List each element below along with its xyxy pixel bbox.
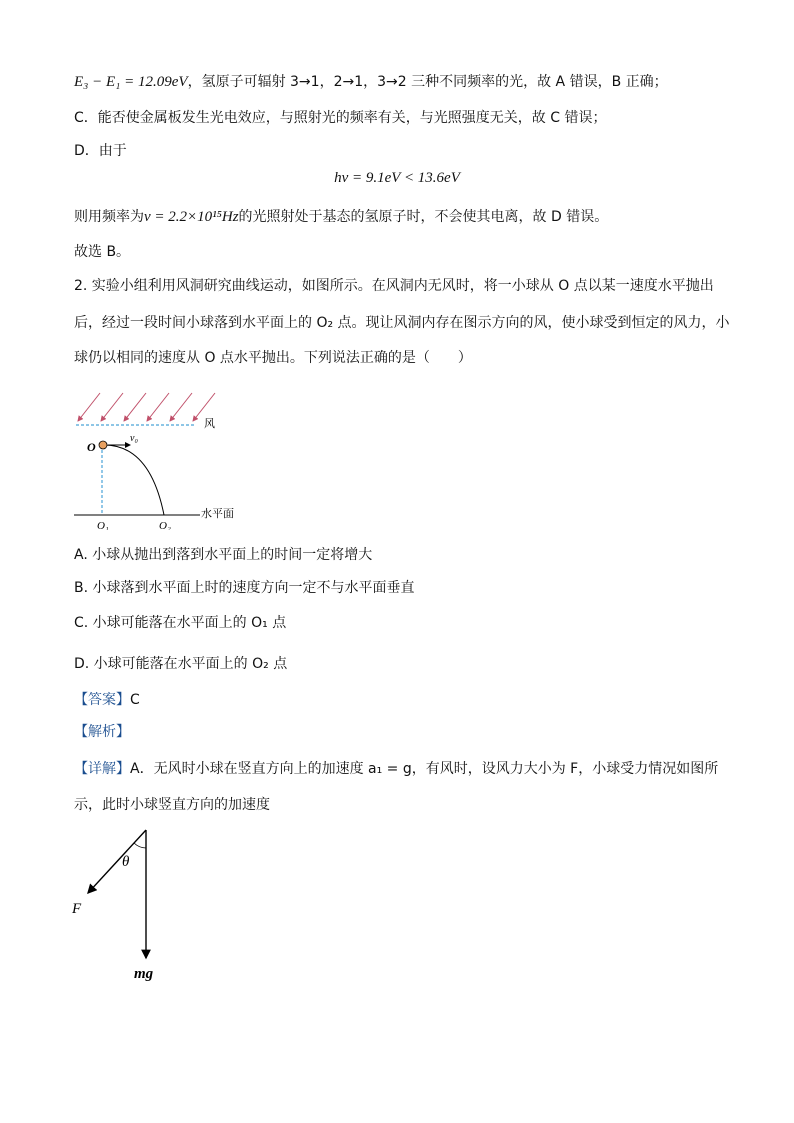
point-o-label: O [87,440,96,454]
prev-line-4-post: 的光照射处于基态的氢原子时，不会使其电离，故 D 错误。 [238,209,609,225]
prev-line-5: 故选 B。 [74,244,131,260]
prev-line-1-text: ，氢原子可辐射 3→1，2→1，3→2 三种不同频率的光，故 A 错误，B 正确； [187,74,668,90]
option-c: C. 小球可能落在水平面上的 O₁ 点 [74,615,287,631]
prev-line-2: C．能否使金属板发生光电效应，与照射光的频率有关，与光照强度无关，故 C 错误； [74,110,607,126]
analysis-tag: 【解析】 [74,724,130,740]
wind-label: 风 [204,417,215,430]
option-b: B. 小球落到水平面上时的速度方向一定不与水平面垂直 [74,580,415,596]
q2-stem-3: 球仍以相同的速度从 O 点水平抛出。下列说法正确的是（ ） [74,350,472,366]
wind-tunnel-figure [70,385,250,530]
theta-arc [134,843,146,848]
detail-line-2: 示，此时小球竖直方向的加速度 [74,797,270,813]
answer-tag: 【答案】 [74,692,130,708]
force-f-label: F [72,901,82,917]
prev-line-1 [74,72,668,92]
q2-stem-2: 后，经过一段时间小球落到水平面上的 O₂ 点。现让风洞内存在图示方向的风，使小球受到恒定的风力，小 [74,315,730,331]
theta-label: θ [122,854,130,870]
point-o1-label: O₁ [97,520,109,530]
option-d: D. 小球可能落在水平面上的 O₂ 点 [74,656,288,672]
frequency-math: ν = 2.2×10¹⁵Hz [144,209,239,225]
mg-label: mg [134,966,154,982]
option-a: A. 小球从抛出到落到水平面上的时间一定将增大 [74,547,373,563]
trajectory-curve [104,445,164,515]
wind-force-arrow [88,830,146,893]
prev-line-3: D．由于 [74,143,127,159]
detail-text-1: A．无风时小球在竖直方向上的加速度 a₁ = g，有风时，设风力大小为 F，小球受力情况如图所 [130,761,719,777]
prev-line-4 [74,207,608,227]
point-o2-label: O₂ [159,520,171,530]
wind-arrows [78,393,215,421]
q2-stem-1: 2. 实验小组利用风洞研究曲线运动，如图所示。在风洞内无风时，将一小球从 O 点以某一速度水平抛出 [74,278,714,294]
energy-equation: hν = 9.1eV < 13.6eV [334,170,460,186]
answer-value: C [130,692,140,708]
detail-line-1 [74,759,718,779]
detail-tag: 【详解】 [74,761,130,777]
energy-diff-math: E₃ − E₁ = 12.09eV [74,74,188,90]
ball [99,441,107,449]
prev-line-4-pre: 则用频率为 [74,209,144,225]
ground-label: 水平面 [201,507,234,520]
force-diagram [66,826,176,986]
answer-line [74,690,140,710]
v0-label: v₀ [130,433,138,444]
